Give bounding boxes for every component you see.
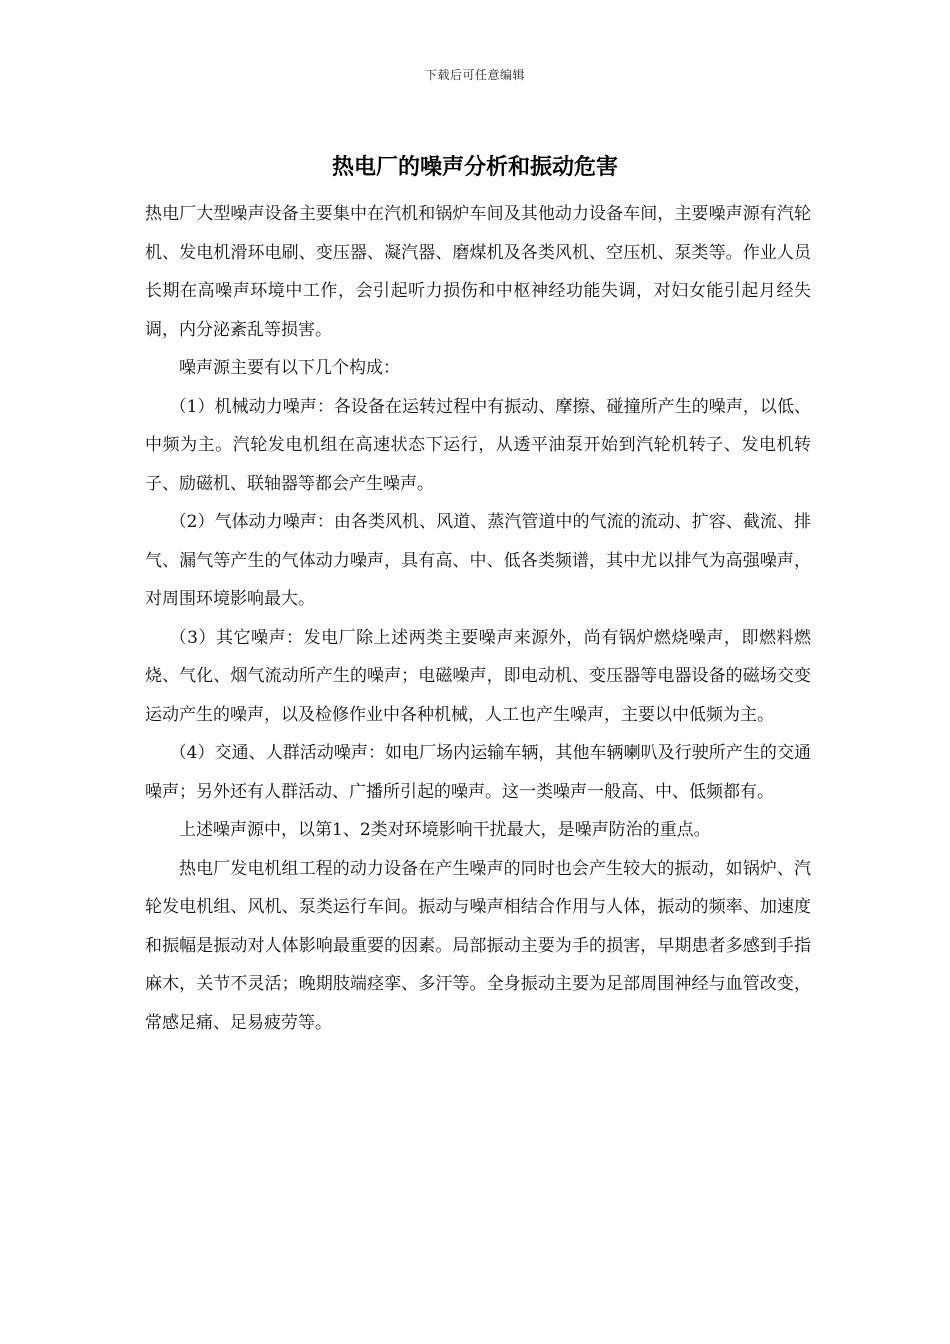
paragraph-key-sources: 上述噪声源中，以第1、2类对环境影响干扰最大，是噪声防治的重点。 bbox=[179, 820, 711, 840]
header-note: 下载后可任意编辑 bbox=[424, 68, 525, 82]
paragraph-other-noise: （3）其它噪声：发电厂除上述两类主要噪声来源外，尚有锅炉燃烧噪声，即燃料燃烧、气化、烟气流动所产生的噪声；电磁噪声，即电动机、变压器等电器设备的磁场交变运动产生的噪声，以及检修作业中各种机械，人工也产生噪声，主要以中低频为主。 bbox=[145, 627, 811, 725]
paragraph-traffic-noise: （4）交通、人群活动噪声：如电厂场内运输车辆，其他车辆喇叭及行驶所产生的交通噪声；另外还有人群活动、广播所引起的噪声。这一类噪声一般高、中、低频都有。 bbox=[145, 743, 811, 802]
paragraph-mechanical-noise: （1）机械动力噪声：各设备在运转过程中有振动、摩擦、碰撞所产生的噪声，以低、中频为主。汽轮发电机组在高速状态下运行，从透平油泵开始到汽轮机转子、发电机转子、励磁机、联轴器等都会产生噪声。 bbox=[145, 396, 811, 494]
paragraph-vibration: 热电厂发电机组工程的动力设备在产生噪声的同时也会产生较大的振动，如锅炉、汽轮发电机组、风机、泵类运行车间。振动与噪声相结合作用与人体，振动的频率、加速度和振幅是振动对人体影响最重要的因素。局部振动主要为手的损害，早期患者多感到手指麻木，关节不灵活；晚期肢端痉挛、多汗等。全身振动主要为足部周围神经与血管改变，常感足痛、足易疲劳等。 bbox=[145, 858, 811, 1033]
paragraph-gas-noise: （2）气体动力噪声：由各类风机、风道、蒸汽管道中的气流的流动、扩容、截流、排气、漏气等产生的气体动力噪声，具有高、中、低各类频谱，其中尤以排气为高强噪声，对周围环境影响最大。 bbox=[145, 512, 811, 609]
document-body bbox=[145, 195, 811, 1042]
paragraph-sources-heading: 噪声源主要有以下几个构成： bbox=[179, 358, 400, 378]
paragraph-intro: 热电厂大型噪声设备主要集中在汽机和锅炉车间及其他动力设备车间，主要噪声源有汽轮机、发电机滑环电刷、变压器、凝汽器、磨煤机及各类风机、空压机、泵类等。作业人员长期在高噪声环境中工作，会引起听力损伤和中枢神经功能失调，对妇女能引起月经失调，内分泌紊乱等损害。 bbox=[145, 204, 811, 340]
document-title: 热电厂的噪声分析和振动危害 bbox=[331, 154, 618, 180]
